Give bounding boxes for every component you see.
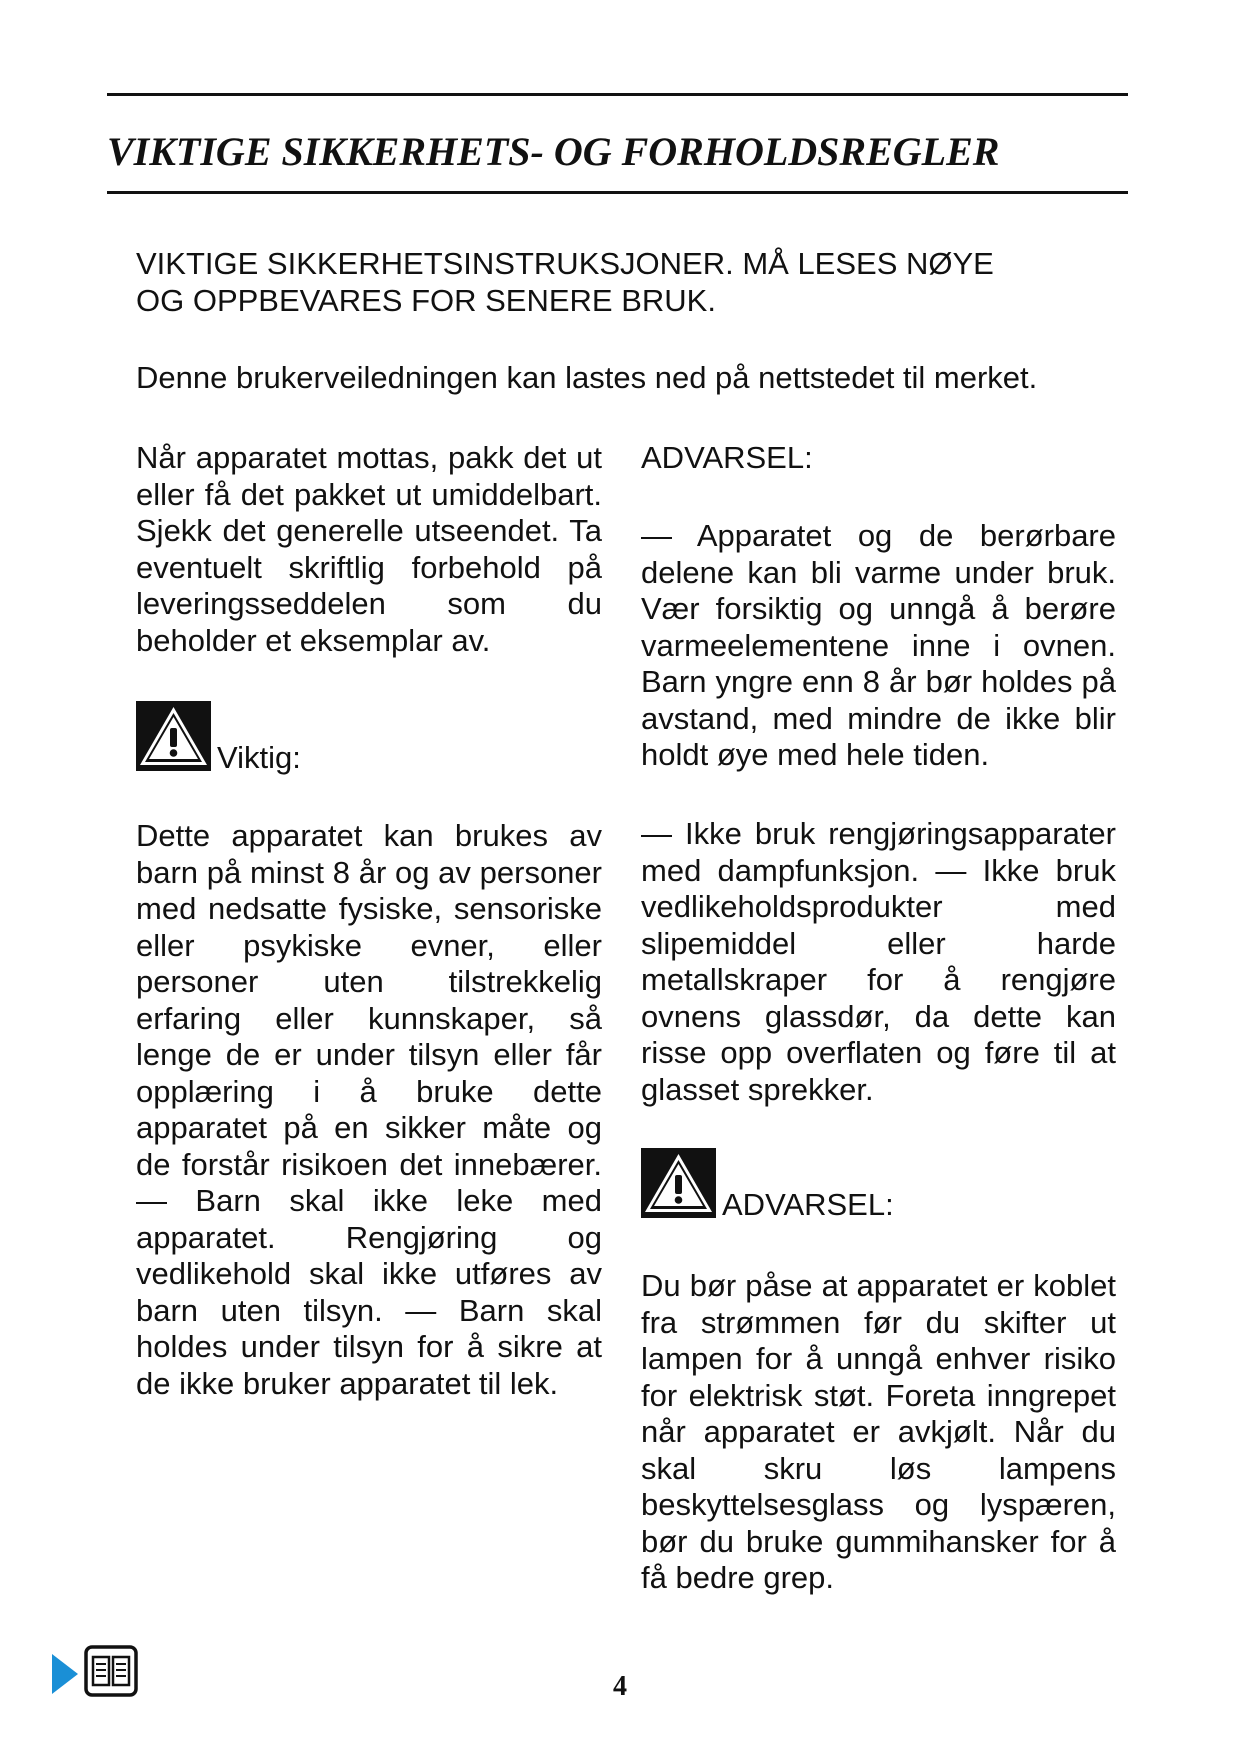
intro-heading-line2: OG OPPBEVARES FOR SENERE BRUK. [136, 282, 716, 318]
hot-parts-paragraph: — Apparatet og de berørbare delene kan bli varme under bruk. Vær forsiktig og unngå å berøre varmeelementene inne i ovnen. Barn yngre enn 8 år bør holdes på avstand, med mindre de ikke blir holdt øye med hele tiden. [641, 518, 1116, 772]
children-use-paragraph: Dette apparatet kan brukes av barn på minst 8 år og av personer med nedsatte fysiske, sensoriske eller psykiske evner, eller personer uten tilstrekkelig erfaring eller kunnskaper, så lenge de er under tilsyn eller får opplæring i å bruke dette apparatet på en sikker måte og de forstår risikoen det innebærer. — Barn skal ikke leke med apparatet. Rengjøring og vedlikehold skal ikke utføres av barn uten tilsyn. — Barn skal holdes under tilsyn for å sikre at de ikke bruker apparatet til lek. [136, 818, 602, 1401]
intro-heading-line1: VIKTIGE SIKKERHETSINSTRUKSJONER. MÅ LESES NØYE [136, 246, 994, 281]
page-title: VIKTIGE SIKKERHETS- OG FORHOLDSREGLER [107, 129, 1000, 174]
intro-heading [136, 246, 1126, 319]
warning-triangle-icon [136, 701, 211, 771]
warning-important-label: Viktig: [217, 740, 301, 775]
nav-arrow-icon[interactable] [52, 1654, 78, 1694]
manual-book-icon[interactable] [84, 1645, 138, 1697]
warning-important [136, 701, 301, 775]
header-rule-bottom [107, 191, 1128, 194]
download-note: Denne brukerveiledningen kan lastes ned på nettstedet til merket. [136, 360, 1038, 395]
advarsel-heading: ADVARSEL: [641, 440, 813, 475]
lamp-replacement-paragraph: Du bør påse at apparatet er koblet fra strømmen før du skifter ut lampen for å unngå enhver risiko for elektrisk støt. Foreta inngrepet når apparatet er avkjølt. Når du skal skru løs lampens beskyttelsesglass og lyspæren, bør du bruke gummihansker for å få bedre grep. [641, 1268, 1116, 1595]
warning-advarsel [641, 1148, 894, 1222]
warning-advarsel-label: ADVARSEL: [722, 1187, 894, 1222]
cleaning-paragraph: — Ikke bruk rengjøringsapparater med dampfunksjon. — Ikke bruk vedlikeholdsprodukter med slipemiddel eller harde metallskraper for å rengjøre ovnens glassdør, da dette kan risse opp overflaten og føre til at glasset sprekker. [641, 816, 1116, 1107]
warning-triangle-icon [641, 1148, 716, 1218]
page-number: 4 [613, 1671, 627, 1702]
header-rule-top [107, 93, 1128, 96]
unpacking-paragraph: Når apparatet mottas, pakk det ut eller få det pakket ut umiddelbart. Sjekk det generelle utseendet. Ta eventuelt skriftlig forbehold på leveringsseddelen som du beholder et eksemplar av. [136, 440, 602, 658]
